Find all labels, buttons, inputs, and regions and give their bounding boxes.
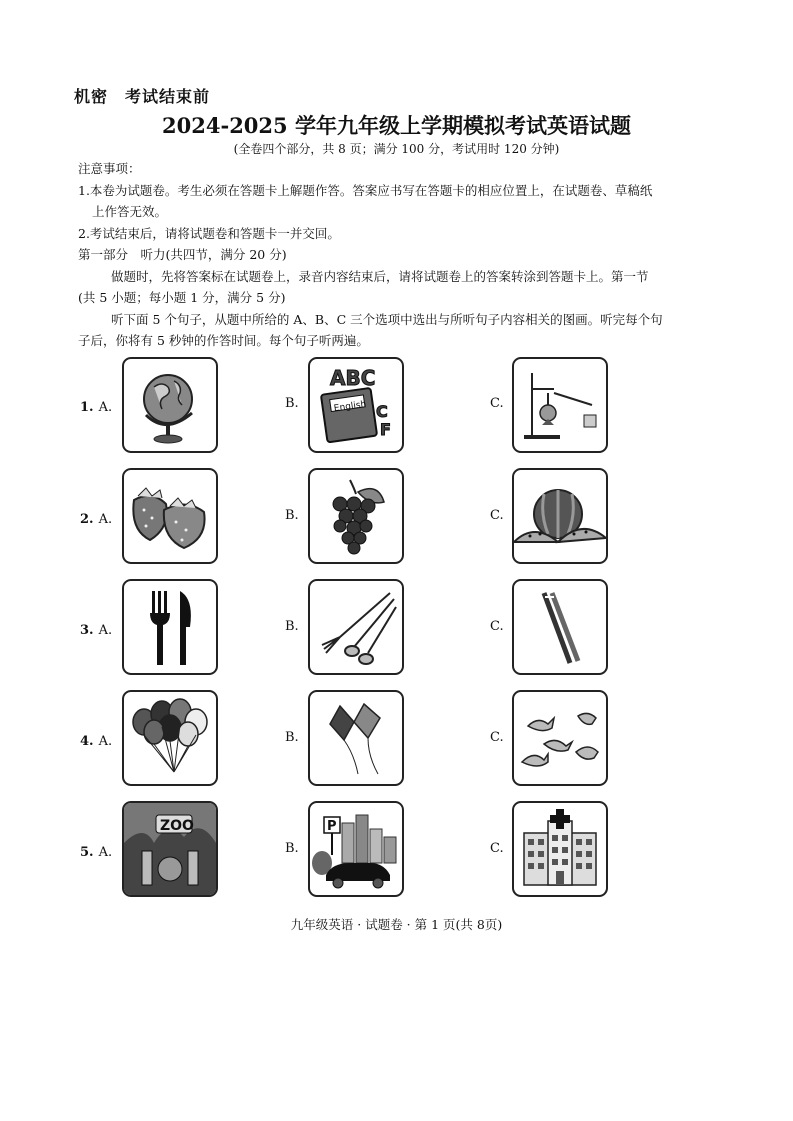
svg-text:F: F <box>380 420 391 439</box>
zoo-icon[interactable] <box>122 801 218 897</box>
spoons-forks-icon[interactable] <box>308 579 404 675</box>
question-1-option-c-label: C. <box>490 396 504 411</box>
section1-instruction: 听下面 5 个句子，从题中所给的 A、B、C 三个选项中选出与所听句子内容相关的图画。听完每个句 <box>111 312 663 327</box>
question-3-option-c-label: C. <box>490 619 504 634</box>
question-2-option-b-label: B. <box>285 508 299 523</box>
question-4-option-c-label: C. <box>490 730 504 745</box>
section1-instruction-cont: 子后，你将有 5 秒钟的作答时间。每个句子听两遍。 <box>78 333 369 348</box>
svg-text:P: P <box>327 819 337 834</box>
english-book-icon[interactable] <box>308 357 404 453</box>
city-parking-icon[interactable] <box>308 801 404 897</box>
question-5-option-c-label: C. <box>490 841 504 856</box>
question-3-option-b-label: B. <box>285 619 299 634</box>
svg-text:English: English <box>333 399 367 415</box>
page-footer: 九年级英语 · 试题卷 · 第 1 页(共 8页) <box>290 917 503 932</box>
kites-icon[interactable] <box>308 690 404 786</box>
page-title: 2024-2025 学年九年级上学期模拟考试英语试题 <box>162 113 631 138</box>
strawberries-icon[interactable] <box>122 468 218 564</box>
question-3-label: 3. A. <box>80 623 113 638</box>
watermelon-icon[interactable] <box>512 468 608 564</box>
question-2-option-c-label: C. <box>490 508 504 523</box>
svg-text:ABC: ABC <box>330 366 376 390</box>
part1-heading: 第一部分 听力(共四节，满分 20 分) <box>78 247 287 262</box>
question-5-label: 5. A. <box>80 845 113 860</box>
question-4-label: 4. A. <box>80 734 113 749</box>
balloons-icon[interactable] <box>122 690 218 786</box>
svg-text:C: C <box>376 402 388 421</box>
question-4-option-b-label: B. <box>285 730 299 745</box>
question-1-label: 1. A. <box>80 400 113 415</box>
globe-icon[interactable] <box>122 357 218 453</box>
notes-item-1-cont: 上作答无效。 <box>92 204 168 219</box>
notes-heading: 注意事项： <box>78 161 141 176</box>
page-subtitle: (全卷四个部分，共 8 页；满分 100 分，考试用时 120 分钟) <box>233 142 560 156</box>
notes-item-2: 2.考试结束后，请将试题卷和答题卡一并交回。 <box>78 226 340 241</box>
part1-instruction: 做题时，先将答案标在试题卷上，录音内容结束后，请将试题卷上的答案转涂到答题卡上。第一节 <box>111 269 649 284</box>
question-5-option-b-label: B. <box>285 841 299 856</box>
confidential-label: 机密 考试结束前 <box>74 87 211 106</box>
part1-instruction-cont: (共 5 小题；每小题 1 分，满分 5 分) <box>78 290 286 305</box>
birds-icon[interactable] <box>512 690 608 786</box>
lab-apparatus-icon[interactable] <box>512 357 608 453</box>
question-2-label: 2. A. <box>80 512 113 527</box>
fork-knife-icon[interactable] <box>122 579 218 675</box>
hospital-icon[interactable] <box>512 801 608 897</box>
grapes-icon[interactable] <box>308 468 404 564</box>
notes-item-1: 1.本卷为试题卷。考生必须在答题卡上解题作答。答案应书写在答题卡的相应位置上，在试题卷、草稿纸 <box>78 183 653 198</box>
question-1-option-b-label: B. <box>285 396 299 411</box>
chopsticks-icon[interactable] <box>512 579 608 675</box>
svg-text:ZOO: ZOO <box>160 818 194 834</box>
